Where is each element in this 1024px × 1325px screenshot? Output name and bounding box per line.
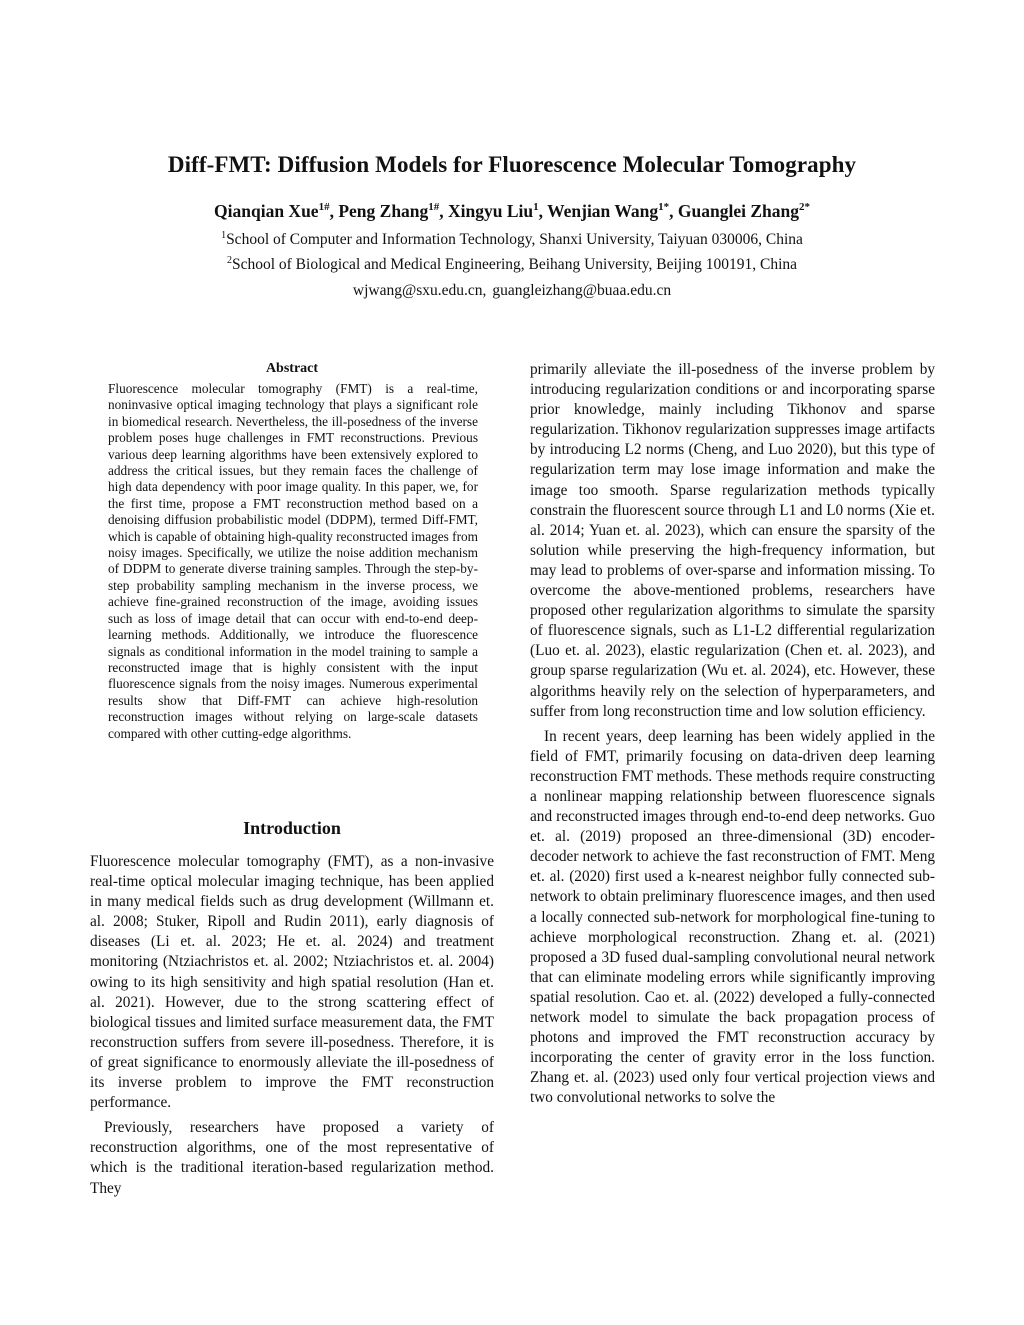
paper-title: Diff-FMT: Diffusion Models for Fluorescence Molecular Tomography xyxy=(167,152,857,177)
author-separator: , xyxy=(669,201,678,221)
author-affiliation-mark: 1# xyxy=(318,201,330,213)
author-separator: , xyxy=(329,201,339,221)
author-separator: , xyxy=(439,201,449,221)
body-paragraph: Previously, researchers have proposed a variety of reconstruction algorithms, one of the most representative of which is the traditional iteration-based regularization method. They xyxy=(90,1119,494,1197)
affiliation-text: School of Biological and Medical Engineering, Beihang University, Beijing 100191, China xyxy=(231,256,798,273)
introduction-heading: Introduction xyxy=(243,818,341,838)
affiliation-mark: 1 xyxy=(221,230,227,241)
abstract-heading: Abstract xyxy=(265,361,319,376)
email-link[interactable]: wjwang@sxu.edu.cn, xyxy=(352,282,487,299)
author-affiliation-mark: 1# xyxy=(428,201,440,213)
author-name: Guanglei Zhang xyxy=(677,201,799,221)
author-name: Peng Zhang xyxy=(338,201,429,221)
author-name: Wenjian Wang xyxy=(547,201,659,221)
author-list xyxy=(0,201,1024,222)
abstract-text: Fluorescence molecular tomography (FMT) is a real-time, noninvasive optical imaging technology that plays a significant role in biomedical research. Nevertheless, the ill-posedness of the inverse problem poses huge challenges in FMT reconstructions. Previous various deep learning algorithms have been extensively explored to address the critical issues, but they remain faces the challenge of high data dependency with poor image quality. In this paper, we, for the first time, propose a FMT reconstruction method based on a denoising diffusion probabilistic model (DDPM), termed Diff-FMT, which is capable of obtaining high-quality reconstructed images from noisy images. Specifically, we utilize the noise addition mechanism of DDPM to generate diverse training samples. Through the step-by-step probability sampling mechanism in the inverse process, we achieve fine-grained reconstruction of the image, avoiding issues such as loss of image detail that can occur with end-to-end deep-learning methods. Additionally, we introduce the fluorescence signals as conditional information in the model training to sample a reconstructed image that is highly consistent with the input fluorescence signals from the noisy images. Numerous experimental results show that Diff-FMT can achieve high-resolution reconstruction images without relying on large-scale datasets compared with other cutting-edge algorithms. xyxy=(108,381,478,741)
author-separator: , xyxy=(538,201,548,221)
affiliation-2 xyxy=(0,256,1024,274)
author-name: Xingyu Liu xyxy=(448,201,534,221)
abstract-body xyxy=(108,381,478,742)
author-name: Qianqian Xue xyxy=(214,201,319,221)
author-affiliation-mark: 1* xyxy=(658,201,670,213)
body-paragraph: Fluorescence molecular tomography (FMT), as a non-invasive real-time optical molecular imaging technique, has been applied in many medical fields such as drug development (Willmann et. al. 2008; Stuker, Ripoll and Rudin 2011), early diagnosis of diseases (Li et. al. 2023; He et. al. 2024) and treatment monitoring (Ntziachristos et. al. 2002; Ntziachristos et. al. 2004) owing to its high sensitivity and high spatial resolution (Han et. al. 2021). However, due to the strong scattering effect of biological tissues and limited surface measurement data, the FMT reconstruction suffers from severe ill-posedness. Therefore, it is of great significance to enormously alleviate the ill-posedness of its inverse problem to improve the FMT reconstruction performance. xyxy=(90,853,494,1112)
affiliation-mark: 2 xyxy=(226,255,232,266)
contact-emails xyxy=(0,282,1024,300)
introduction-right-column xyxy=(530,360,935,1108)
affiliation-text: School of Computer and Information Technology, Shanxi University, Taiyuan 030006, China xyxy=(226,231,803,248)
body-paragraph: In recent years, deep learning has been widely applied in the field of FMT, primarily focusing on data-driven deep learning reconstruction FMT methods. These methods require constructing a nonlinear mapping relationship between fluorescence signals and reconstructed images through end-to-end deep networks. Guo et. al. (2019) proposed an three-dimensional (3D) encoder-decoder network to achieve the fast reconstruction of FMT. Meng et. al. (2020) first used a k-nearest neighbor fully connected sub-network to obtain preliminary fluorescence images, and then used a locally connected sub-network for morphological fine-tuning to achieve morphological reconstruction. Zhang et. al. (2021) proposed a 3D fused dual-sampling convolutional neural network that can eliminate modeling errors while significantly improving spatial resolution. Cao et. al. (2022) developed a fully-connected network model to simulate the back propagation process of photons and improved the FMT reconstruction accuracy by incorporating the center of gravity error in the loss function. Zhang et. al. (2023) used only four vertical projection views and two convolutional networks to solve the xyxy=(530,727,935,1107)
email-link[interactable]: guangleizhang@buaa.edu.cn xyxy=(492,282,672,299)
body-paragraph: primarily alleviate the ill-posedness of the inverse problem by introducing regularization conditions or and incorporating sparse prior knowledge, mainly including Tikhonov and sparse regularization. Tikhonov regularization suppresses image artifacts by introducing L2 norms (Cheng, and Luo 2020), but this type of regularization term may lose image information and make the image too smooth. Sparse regularization methods typically constrain the fluorescent source through L1 and L0 norms (Xie et. al. 2014; Yuan et. al. 2023), which can ensure the sparsity of the solution while preserving the high-frequency information, but may lead to problems of over-sparse and information missing. To overcome the above-mentioned problems, researchers have proposed other regularization algorithms to simulate the sparsity of fluorescence signals, such as L1-L2 differential regularization (Luo et. al. 2023), elastic regularization (Chen et. al. 2023), and group sparse regularization (Wu et. al. 2024), etc. However, these algorithms heavily rely on the selection of hyperparameters, and suffer from long reconstruction time and low solution efficiency. xyxy=(530,361,935,720)
author-affiliation-mark: 2* xyxy=(798,201,810,213)
introduction-left-column xyxy=(90,852,494,1199)
affiliation-1 xyxy=(0,231,1024,249)
author-affiliation-mark: 1 xyxy=(533,201,539,213)
